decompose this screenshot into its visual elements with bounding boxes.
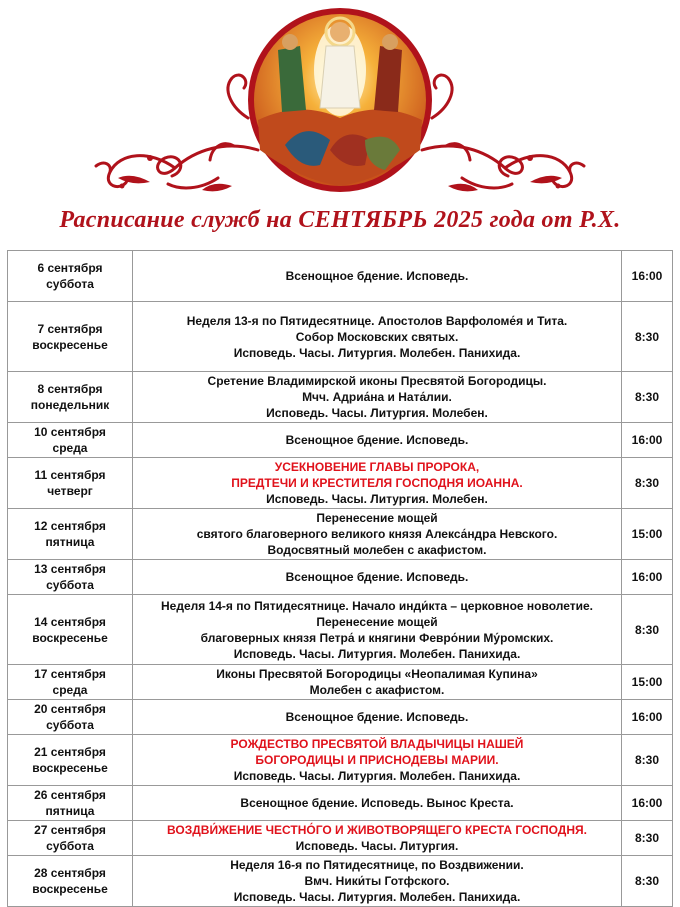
date-label: 13 сентября — [34, 562, 106, 576]
weekday-label: воскресенье — [32, 337, 108, 352]
time-cell: 16:00 — [622, 423, 673, 458]
service-cell — [133, 251, 622, 302]
feast-title-line: БОГОРОДИЦЫ И ПРИСНОДЕВЫ МАРИИ. — [255, 753, 499, 767]
service-line: Сретение Владимирской иконы Пресвятой Богородицы. — [207, 374, 547, 388]
weekday-label: суббота — [46, 839, 94, 853]
date-label: 12 сентября — [34, 519, 106, 533]
date-cell — [8, 372, 133, 423]
date-cell — [8, 302, 133, 372]
schedule-row — [8, 821, 673, 856]
service-line: Исповедь. Часы. Литургия. Молебен. Панихида. — [233, 890, 521, 904]
time-cell: 15:00 — [622, 665, 673, 700]
service-cell — [133, 302, 622, 372]
schedule-row — [8, 302, 673, 372]
service-line: Мчч. Адриа́на и Ната́лии. — [302, 390, 452, 404]
service-cell — [133, 735, 622, 786]
time-cell: 16:00 — [622, 251, 673, 302]
weekday-label: суббота — [46, 718, 94, 732]
weekday-label: суббота — [46, 578, 94, 592]
date-label: 6 сентября — [37, 261, 103, 275]
date-label: 7 сентября — [37, 321, 103, 336]
schedule-row — [8, 423, 673, 458]
service-line: Собор Московских святых. — [295, 329, 459, 344]
schedule-row — [8, 372, 673, 423]
time-cell: 16:00 — [622, 560, 673, 595]
schedule-row — [8, 786, 673, 821]
weekday-label: воскресенье — [32, 630, 108, 645]
date-cell — [8, 423, 133, 458]
service-cell — [133, 458, 622, 509]
date-cell — [8, 821, 133, 856]
service-line: Иконы Пресвятой Богородицы «Неопалимая Купина» — [216, 667, 538, 681]
date-label: 14 сентября — [34, 614, 106, 629]
time-cell: 8:30 — [622, 595, 673, 665]
time-cell: 8:30 — [622, 372, 673, 423]
header — [0, 0, 680, 205]
service-cell — [133, 509, 622, 560]
service-line: Водосвятный молебен с акафистом. — [267, 543, 487, 557]
service-line: Неделя 13-я по Пятидесятнице. Апостолов Варфоломе́я и Тита. — [186, 313, 568, 328]
header-graphic — [0, 0, 680, 205]
feast-title-line: ВОЗДВИ́ЖЕНИЕ ЧЕСТНО́ГО И ЖИВОТВОРЯЩЕГО КРЕСТА ГОСПОДНЯ. — [167, 823, 587, 837]
schedule-row — [8, 700, 673, 735]
schedule-row — [8, 595, 673, 665]
weekday-label: среда — [52, 441, 88, 455]
service-line: Исповедь. Часы. Литургия. — [295, 839, 459, 853]
service-cell — [133, 560, 622, 595]
date-label: 8 сентября — [37, 382, 103, 396]
date-cell — [8, 700, 133, 735]
date-label: 20 сентября — [34, 702, 106, 716]
floral-ornament-left — [96, 75, 258, 188]
time-cell: 8:30 — [622, 856, 673, 907]
date-cell — [8, 735, 133, 786]
schedule-row — [8, 251, 673, 302]
date-cell — [8, 665, 133, 700]
date-label: 11 сентября — [34, 468, 106, 482]
service-line: Вмч. Ники́ты Готфского. — [304, 874, 450, 888]
date-cell — [8, 560, 133, 595]
service-line: Всенощное бдение. Исповедь. — [285, 710, 469, 724]
date-label: 21 сентября — [34, 745, 106, 759]
service-line: Молебен с акафистом. — [309, 683, 445, 697]
date-cell — [8, 856, 133, 907]
date-cell — [8, 458, 133, 509]
date-cell — [8, 509, 133, 560]
date-cell — [8, 595, 133, 665]
time-cell: 8:30 — [622, 821, 673, 856]
weekday-label: понедельник — [30, 398, 110, 412]
date-cell — [8, 251, 133, 302]
floral-ornament-right — [422, 75, 584, 188]
service-line: Исповедь. Часы. Литургия. Молебен. — [266, 492, 488, 506]
service-line: Всенощное бдение. Исповедь. — [285, 433, 469, 447]
service-line: благоверных князя Петра́ и княгини Февро́нии Му́ромских. — [200, 630, 554, 645]
service-cell — [133, 821, 622, 856]
schedule-row — [8, 560, 673, 595]
service-cell — [133, 423, 622, 458]
time-cell: 8:30 — [622, 302, 673, 372]
page-title: Расписание служб на СЕНТЯБРЬ 2025 года от Р.Х. — [59, 207, 621, 233]
weekday-label: пятница — [45, 535, 95, 549]
service-line: Исповедь. Часы. Литургия. Молебен. Панихида. — [233, 345, 521, 360]
schedule-row — [8, 458, 673, 509]
date-label: 10 сентября — [34, 425, 106, 439]
service-cell — [133, 595, 622, 665]
time-cell: 15:00 — [622, 509, 673, 560]
service-cell — [133, 665, 622, 700]
time-cell: 8:30 — [622, 458, 673, 509]
service-line: Исповедь. Часы. Литургия. Молебен. Панихида. — [233, 646, 521, 661]
weekday-label: суббота — [46, 277, 94, 291]
schedule-row — [8, 856, 673, 907]
transfiguration-icon — [248, 8, 432, 192]
service-line: Перенесение мощей — [316, 511, 438, 525]
date-label: 28 сентября — [34, 866, 106, 880]
feast-title-line: ПРЕДТЕЧИ И КРЕСТИТЕЛЯ ГОСПОДНЯ ИОАННА. — [231, 476, 523, 490]
weekday-label: воскресенье — [32, 882, 108, 896]
schedule-table — [7, 250, 673, 907]
service-line: святого благоверного великого князя Алекса́ндра Невского. — [196, 527, 558, 541]
service-line: Всенощное бдение. Исповедь. — [285, 269, 469, 283]
date-label: 26 сентября — [34, 788, 106, 802]
service-cell — [133, 856, 622, 907]
schedule-row — [8, 665, 673, 700]
service-line: Исповедь. Часы. Литургия. Молебен. — [266, 406, 488, 420]
weekday-label: воскресенье — [32, 761, 108, 775]
feast-title-line: УСЕКНОВЕНИЕ ГЛАВЫ ПРОРОКА, — [274, 460, 480, 474]
schedule-row — [8, 735, 673, 786]
schedule-row — [8, 509, 673, 560]
weekday-label: четверг — [47, 484, 93, 498]
service-line: Перенесение мощей — [316, 614, 438, 629]
time-cell: 16:00 — [622, 700, 673, 735]
feast-title-line: РОЖДЕСТВО ПРЕСВЯТОЙ ВЛАДЫЧИЦЫ НАШЕЙ — [230, 737, 524, 751]
date-cell — [8, 786, 133, 821]
service-line: Всенощное бдение. Исповедь. — [285, 570, 469, 584]
date-label: 27 сентября — [34, 823, 106, 837]
weekday-label: среда — [52, 683, 88, 697]
weekday-label: пятница — [45, 804, 95, 818]
date-label: 17 сентября — [34, 667, 106, 681]
service-line: Исповедь. Часы. Литургия. Молебен. Панихида. — [233, 769, 521, 783]
service-cell — [133, 700, 622, 735]
time-cell: 8:30 — [622, 735, 673, 786]
service-cell — [133, 372, 622, 423]
service-line: Всенощное бдение. Исповедь. Вынос Креста. — [240, 796, 514, 810]
service-line: Неделя 14-я по Пятидесятнице. Начало инди́кта – церковное новолетие. — [160, 598, 593, 613]
service-cell — [133, 786, 622, 821]
time-cell: 16:00 — [622, 786, 673, 821]
service-line: Неделя 16-я по Пятидесятнице, по Воздвижении. — [230, 858, 524, 872]
